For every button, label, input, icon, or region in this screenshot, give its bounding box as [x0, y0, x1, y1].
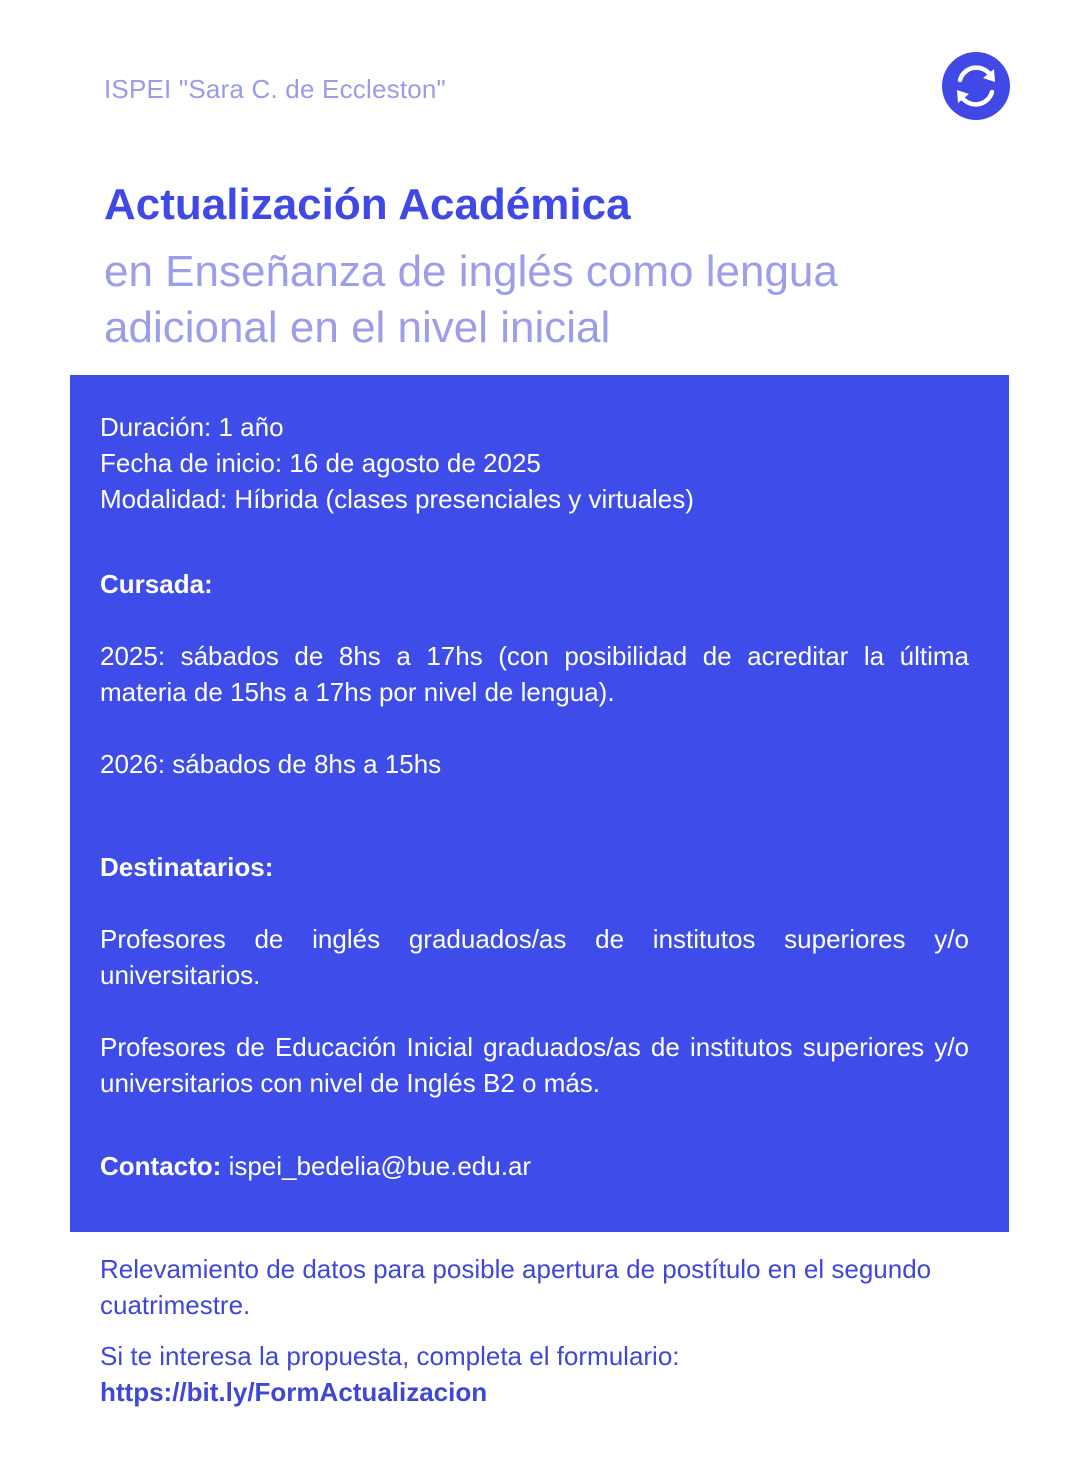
schedule-2026: 2026: sábados de 8hs a 15hs	[100, 749, 442, 779]
page-title: Actualización Académica	[104, 180, 631, 229]
schedule-2025: 2025: sábados de 8hs a 17hs (con posibilidad de acreditar la última materia de 15hs a 17hs por nivel de lengua).	[100, 641, 969, 707]
form-cta: Si te interesa la propuesta, completa el formulario:	[100, 1341, 680, 1371]
audience-item: Profesores de Educación Inicial graduados/as de institutos superiores y/o universitarios con nivel de Inglés B2 o más.	[100, 1032, 969, 1098]
form-link[interactable]: https://bit.ly/FormActualizacion	[100, 1377, 488, 1407]
audience-item: Profesores de inglés graduados/as de institutos superiores y/o universitarios.	[100, 924, 969, 990]
refresh-cycle-icon	[942, 52, 1010, 120]
page-subtitle: en Enseñanza de inglés como lengua adicional en el nivel inicial	[104, 247, 838, 352]
institution-name: ISPEI "Sara C. de Eccleston"	[104, 74, 446, 104]
contact-line	[100, 1148, 969, 1184]
cursada-heading: Cursada:	[100, 569, 213, 599]
destinatarios-heading: Destinatarios:	[100, 852, 274, 882]
modality-text: Modalidad: Híbrida (clases presenciales y virtuales)	[100, 484, 694, 514]
contact-email[interactable]: ispei_bedelia@bue.edu.ar	[228, 1151, 532, 1181]
start-date-text: Fecha de inicio: 16 de agosto de 2025	[100, 448, 541, 478]
contact-label: Contacto:	[100, 1151, 222, 1181]
duration-text: Duración: 1 año	[100, 412, 284, 442]
info-panel	[70, 375, 1009, 1232]
survey-notice: Relevamiento de datos para posible apertura de postítulo en el segundo cuatrimestre.	[100, 1254, 932, 1320]
